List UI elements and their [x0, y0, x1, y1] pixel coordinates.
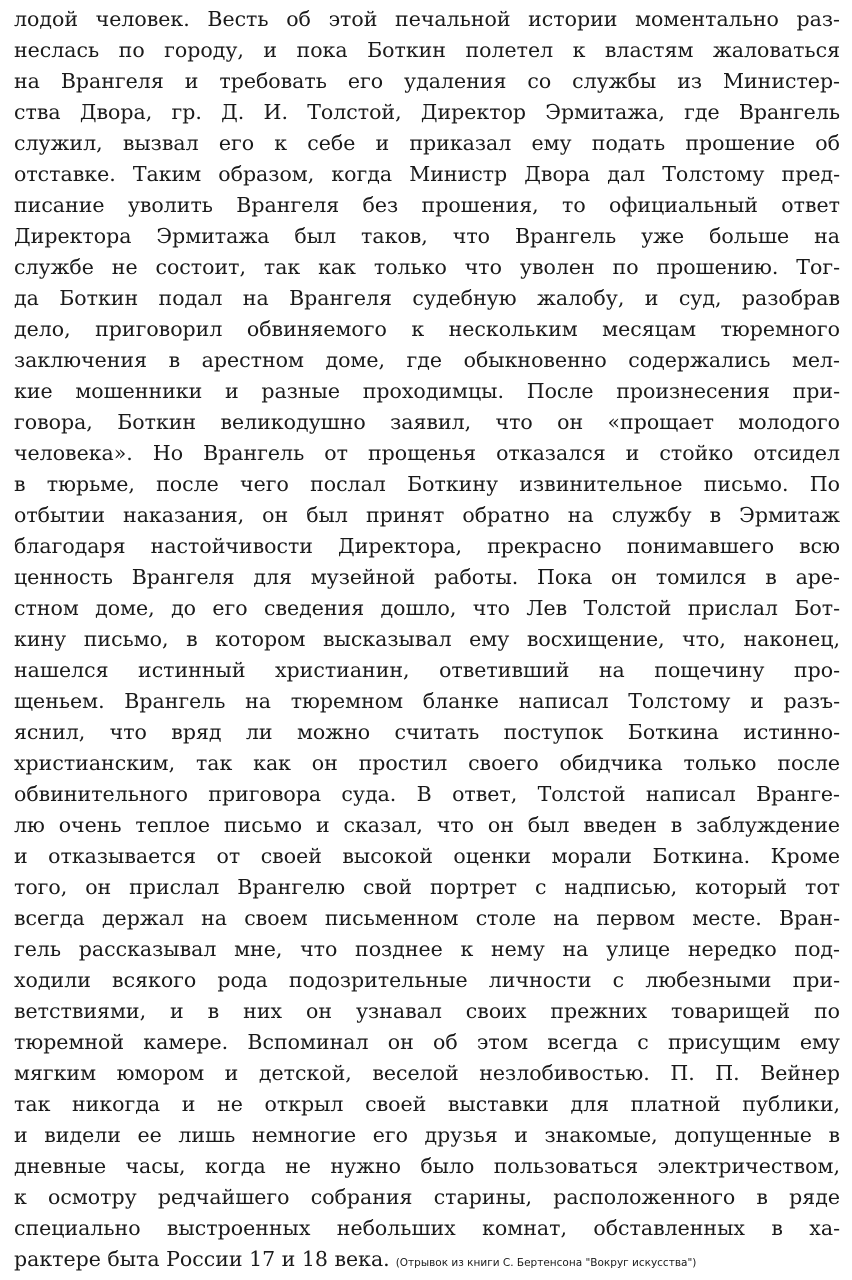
text-line: яснил, что вряд ли можно считать поступок Боткина истинно- — [14, 720, 840, 744]
text-line: дневные часы, когда не нужно было пользоваться электричеством, — [14, 1154, 840, 1178]
text-line: так никогда и не открыл своей выставки для платной публики, — [14, 1092, 840, 1116]
text-line-final — [14, 1244, 840, 1275]
text-line: стном доме, до его сведения дошло, что Лев Толстой прислал Бот- — [14, 596, 840, 620]
text-line: дело, приговорил обвиняемого к нескольким месяцам тюремного — [14, 317, 840, 341]
text-line: благодаря настойчивости Директора, прекрасно понимавшего всю — [14, 534, 840, 558]
text-line: Директора Эрмитажа был таков, что Врангель уже больше на — [14, 224, 840, 248]
text-line: христианским, так как он простил своего обидчика только после — [14, 751, 840, 775]
text-line: лодой человек. Весть об этой печальной истории моментально раз- — [14, 7, 840, 31]
text-line: служил, вызвал его к себе и приказал ему подать прошение об — [14, 131, 840, 155]
text-line: писание уволить Врангеля без прошения, то официальный ответ — [14, 193, 840, 217]
text-line: кину письмо, в котором высказывал ему восхищение, что, наконец, — [14, 627, 840, 651]
text-line: и видели ее лишь немногие его друзья и знакомые, допущенные в — [14, 1123, 840, 1147]
text-line: кие мошенники и разные проходимцы. После произнесения при- — [14, 379, 840, 403]
text-line: отбытии наказания, он был принят обратно на службу в Эрмитаж — [14, 503, 840, 527]
text-line: службе не состоит, так как только что уволен по прошению. Тог- — [14, 255, 840, 279]
text-line: да Боткин подал на Врангеля судебную жалобу, и суд, разобрав — [14, 286, 840, 310]
text-line: тюремной камере. Вспоминал он об этом всегда с присущим ему — [14, 1030, 840, 1054]
text-line: отставке. Таким образом, когда Министр Двора дал Толстому пред- — [14, 162, 840, 186]
text-line: ветствиями, и в них он узнавал своих прежних товарищей по — [14, 999, 840, 1023]
text-line: нашелся истинный христианин, ответивший на пощечину про- — [14, 658, 840, 682]
text-line: ства Двора, гр. Д. И. Толстой, Директор Эрмитажа, где Врангель — [14, 100, 840, 124]
text-line: к осмотру редчайшего собрания старины, расположенного в ряде — [14, 1185, 840, 1209]
text-line: лю очень теплое письмо и сказал, что он был введен в заблуждение — [14, 813, 840, 837]
text-line: ходили всякого рода подозрительные личности с любезными при- — [14, 968, 840, 992]
text-line: обвинительного приговора суда. В ответ, Толстой написал Вранге- — [14, 782, 840, 806]
text-line: мягким юмором и детской, веселой незлобивостью. П. П. Вейнер — [14, 1061, 840, 1085]
text-line: всегда держал на своем письменном столе на первом месте. Вран- — [14, 906, 840, 930]
text-line: и отказывается от своей высокой оценки морали Боткина. Кроме — [14, 844, 840, 868]
text-line: того, он прислал Врангелю свой портрет с надписью, который тот — [14, 875, 840, 899]
book-page — [14, 4, 840, 1276]
text-line: на Врангеля и требовать его удаления со службы из Министер- — [14, 69, 840, 93]
text-line: специально выстроенных небольших комнат, обставленных в ха- — [14, 1216, 840, 1240]
text-line: заключения в арестном доме, где обыкновенно содержались мел- — [14, 348, 840, 372]
text-line: щеньем. Врангель на тюремном бланке написал Толстому и разъ- — [14, 689, 840, 713]
text-line: говора, Боткин великодушно заявил, что он «прощает молодого — [14, 410, 840, 434]
source-caption: (Отрывок из книги С. Бертенсона "Вокруг искусства") — [395, 1257, 697, 1269]
text-line: человека». Но Врангель от прощенья отказался и стойко отсидел — [14, 441, 840, 465]
text-line: гель рассказывал мне, что позднее к нему на улице нередко под- — [14, 937, 840, 961]
final-text: рактере быта России 17 и 18 века. — [14, 1247, 390, 1271]
text-line: в тюрьме, после чего послал Боткину извинительное письмо. По — [14, 472, 840, 496]
text-line: неслась по городу, и пока Боткин полетел к властям жаловаться — [14, 38, 840, 62]
text-line: ценность Врангеля для музейной работы. Пока он томился в аре- — [14, 565, 840, 589]
